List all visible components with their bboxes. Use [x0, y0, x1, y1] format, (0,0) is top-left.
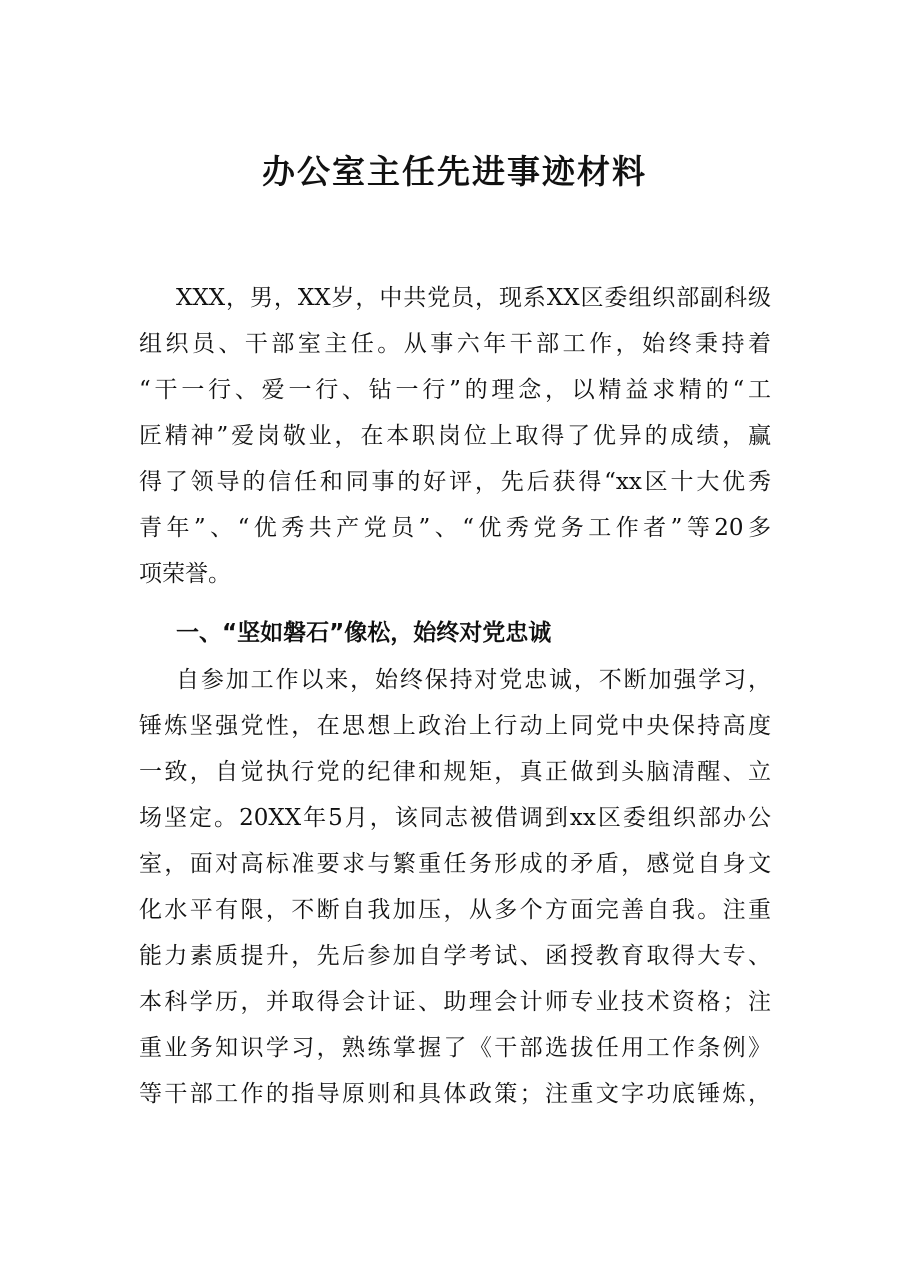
- paragraph-2-line-8: 本科学历，并取得会计证、助理会计师专业技术资格；注: [139, 989, 771, 1015]
- paragraph-2-line-6: 化水平有限，不断自我加压，从多个方面完善自我。注重: [139, 897, 771, 923]
- document-title: 办公室主任先进事迹材料: [262, 152, 647, 191]
- paragraph-1-line-2: 组织员、干部室主任。从事六年干部工作，始终秉持着: [139, 331, 771, 357]
- paragraph-2-line-7: 能力素质提升，先后参加自学考试、函授教育取得大专、: [139, 943, 771, 969]
- section-1-heading: 一、“坚如磐石”像松，始终对党忠诚: [176, 620, 552, 646]
- paragraph-2-line-9: 重业务知识学习，熟练掌握了《干部选拔任用工作条例》: [139, 1035, 771, 1061]
- paragraph-2-line-1: 自参加工作以来，始终保持对党忠诚，不断加强学习，: [176, 667, 771, 693]
- paragraph-1-line-5: 得了领导的信任和同事的好评，先后获得“xx区十大优秀: [139, 469, 771, 495]
- paragraph-1-line-6: 青年”、“优秀共产党员”、“优秀党务工作者”等20多: [139, 515, 771, 541]
- paragraph-1-line-7: 项荣誉。: [139, 561, 231, 587]
- paragraph-1-line-4: 匠精神”爱岗敬业，在本职岗位上取得了优异的成绩，赢: [139, 423, 771, 449]
- paragraph-2-line-4: 场坚定。20XX年5月，该同志被借调到xx区委组织部办公: [139, 805, 771, 831]
- paragraph-2-line-3: 一致，自觉执行党的纪律和规矩，真正做到头脑清醒、立: [139, 759, 771, 785]
- paragraph-2-line-2: 锤炼坚强党性，在思想上政治上行动上同党中央保持高度: [139, 713, 771, 739]
- paragraph-2-line-10: 等干部工作的指导原则和具体政策；注重文字功底锤炼，: [139, 1081, 771, 1107]
- paragraph-2-line-5: 室，面对高标准要求与繁重任务形成的矛盾，感觉自身文: [139, 851, 771, 877]
- paragraph-1-line-1: XXX，男，XX岁，中共党员，现系XX区委组织部副科级: [176, 285, 771, 311]
- paragraph-1-line-3: “干一行、爱一行、钻一行”的理念，以精益求精的“工: [139, 377, 771, 403]
